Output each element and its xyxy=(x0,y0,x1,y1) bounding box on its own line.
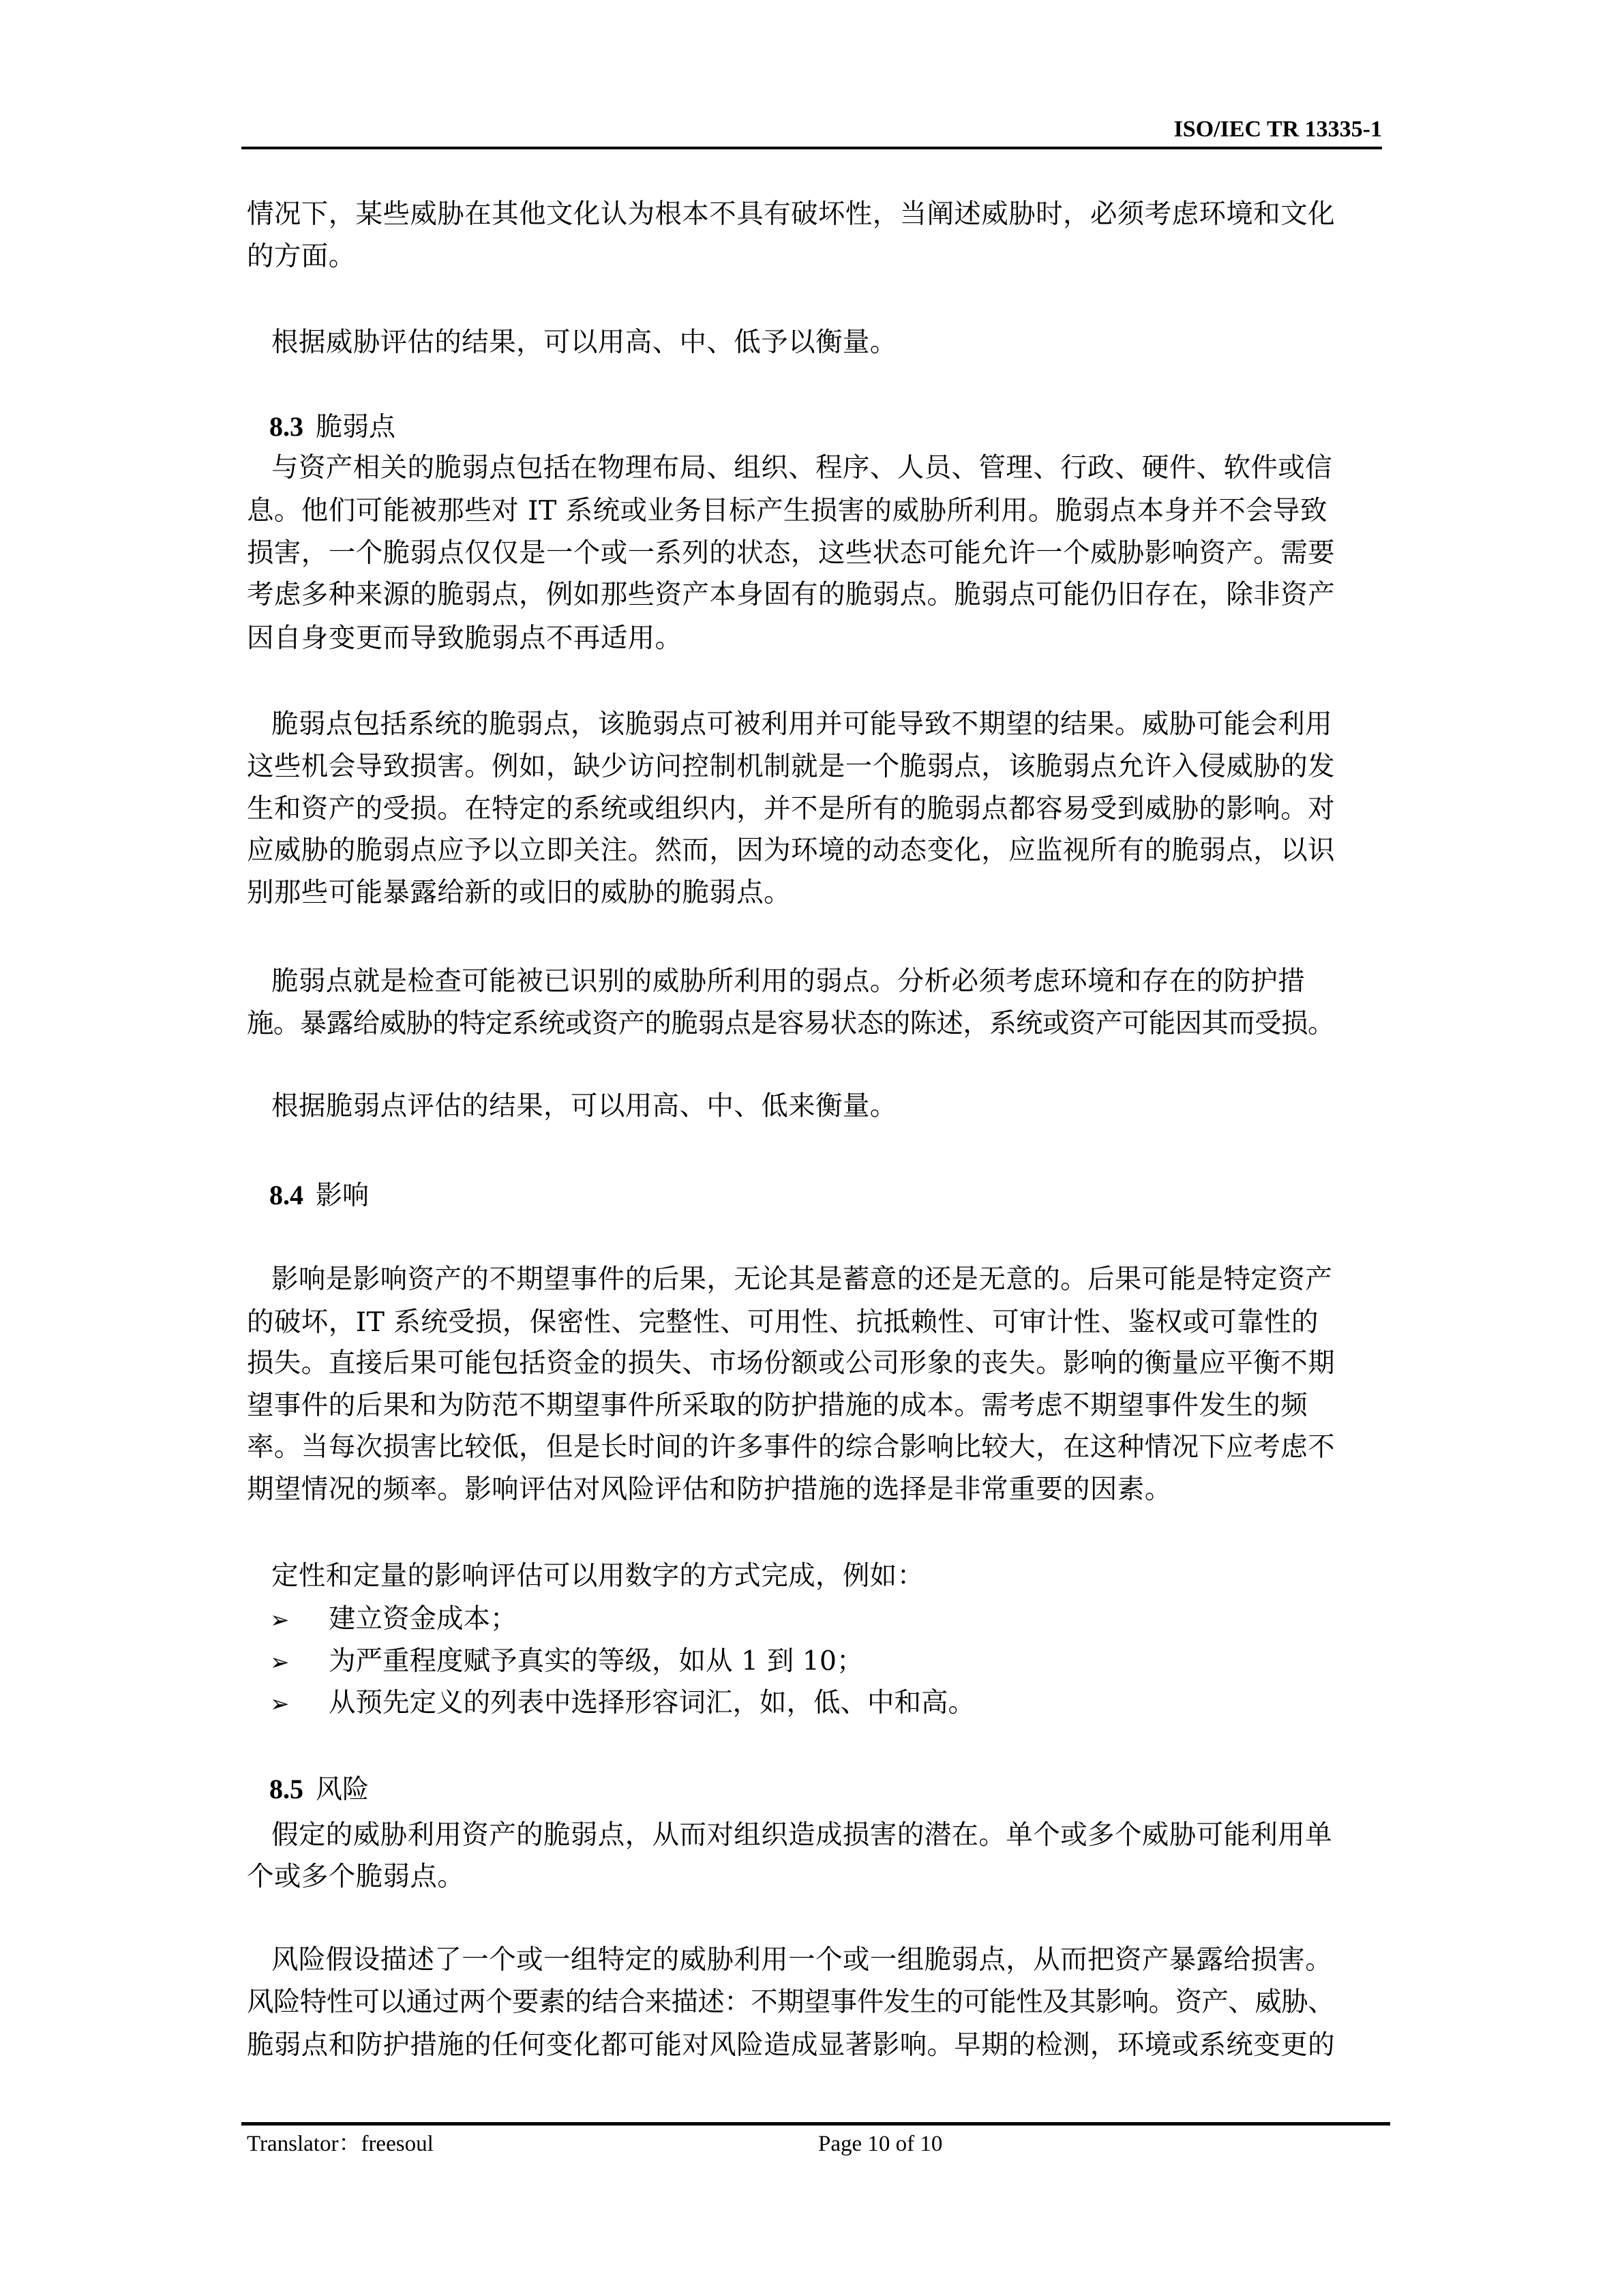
paragraph-line: 损失。直接后果可能包括资金的损失、市场份额或公司形象的丧失。影响的衡量应平衡不期 xyxy=(247,1347,1335,1379)
paragraph-line: 风险假设描述了一个或一组特定的威胁利用一个或一组脆弱点，从而把资产暴露给损害。 xyxy=(271,1944,1333,1976)
paragraph-line: 应威胁的脆弱点应予以立即关注。然而，因为环境的动态变化，应监视所有的脆弱点，以识 xyxy=(247,835,1335,866)
paragraph-line: 因自身变更而导致脆弱点不再适用。 xyxy=(247,623,682,654)
section-number: 8.3 xyxy=(269,411,303,442)
section-title: 风险 xyxy=(316,1774,370,1805)
footer-page-number: Page 10 of 10 xyxy=(818,2132,943,2156)
list-item-text: 为严重程度赋予真实的等级，如从 1 到 10； xyxy=(329,1645,864,1677)
arrow-bullet-icon: ➢ xyxy=(270,1690,290,1718)
threat-rating-sentence: 根据威胁评估的结果，可以用高、中、低予以衡量。 xyxy=(271,327,897,358)
paragraph-line: 率。当每次损害比较低，但是长时间的许多事件的综合影响比较大，在这种情况下应考虑不 xyxy=(247,1431,1335,1463)
section-heading-8-4 xyxy=(269,1179,369,1212)
paragraph-line: 的方面。 xyxy=(247,241,356,272)
vulnerability-rating-sentence: 根据脆弱点评估的结果，可以用高、中、低来衡量。 xyxy=(271,1090,897,1122)
section-number: 8.5 xyxy=(269,1774,303,1804)
paragraph-line: 脆弱点包括系统的脆弱点，该脆弱点可被利用并可能导致不期望的结果。威胁可能会利用 xyxy=(271,709,1333,740)
paragraph-line: 损害，一个脆弱点仅仅是一个或一系列的状态，这些状态可能允许一个威胁影响资产。需要 xyxy=(247,537,1335,569)
paragraph-line: 望事件的后果和为防范不期望事件所采取的防护措施的成本。需考虑不期望事件发生的频 xyxy=(247,1390,1308,1421)
paragraph-line: 个或多个脆弱点。 xyxy=(247,1861,465,1892)
paragraph-line: 息。他们可能被那些对 IT 系统或业务目标产生损害的威胁所利用。脆弱点本身并不会导致 xyxy=(247,495,1327,526)
list-item xyxy=(270,1686,975,1720)
paragraph-line: 与资产相关的脆弱点包括在物理布局、组织、程序、人员、管理、行政、硬件、软件或信 xyxy=(271,452,1333,483)
arrow-bullet-icon: ➢ xyxy=(270,1649,290,1676)
paragraph-line: 别那些可能暴露给新的或旧的威胁的脆弱点。 xyxy=(247,877,791,908)
paragraph-line: 施。暴露给威胁的特定系统或资产的脆弱点是容易状态的陈述，系统或资产可能因其而受损。 xyxy=(247,1008,1334,1039)
section-heading-8-5 xyxy=(269,1773,369,1806)
arrow-bullet-icon: ➢ xyxy=(270,1607,290,1634)
paragraph-line: 生和资产的受损。在特定的系统或组织内，并不是所有的脆弱点都容易受到威胁的影响。对 xyxy=(247,793,1335,824)
paragraph-line: 的破坏，IT 系统受损，保密性、完整性、可用性、抗抵赖性、可审计性、鉴权或可靠性的 xyxy=(247,1307,1319,1338)
paragraph-line: 期望情况的频率。影响评估对风险评估和防护措施的选择是非常重要的因素。 xyxy=(247,1474,1172,1505)
paragraph-line: 定性和定量的影响评估可以用数字的方式完成，例如： xyxy=(271,1560,925,1592)
header-rule xyxy=(241,147,1382,149)
list-item xyxy=(270,1602,517,1637)
list-item xyxy=(270,1645,864,1679)
paragraph-line: 风险特性可以通过两个要素的结合来描述：不期望事件发生的可能性及其影响。资产、威胁、 xyxy=(247,1986,1334,2018)
paragraph-line: 脆弱点和防护措施的任何变化都可能对风险造成显著影响。早期的检测，环境或系统变更的 xyxy=(247,2029,1335,2061)
section-title: 影响 xyxy=(316,1180,370,1211)
list-item-text: 建立资金成本； xyxy=(329,1603,517,1635)
header-document-id: ISO/IEC TR 13335-1 xyxy=(1173,117,1382,142)
footer-rule xyxy=(241,2122,1390,2126)
paragraph-line: 情况下，某些威胁在其他文化认为根本不具有破坏性，当阐述威胁时，必须考虑环境和文化 xyxy=(247,198,1335,230)
section-title: 脆弱点 xyxy=(316,412,396,443)
section-number: 8.4 xyxy=(269,1180,303,1210)
paragraph-line: 这些机会导致损害。例如，缺少访问控制机制就是一个脆弱点，该脆弱点允许入侵威胁的发 xyxy=(247,751,1335,782)
paragraph-line: 考虑多种来源的脆弱点，例如那些资产本身固有的脆弱点。脆弱点可能仍旧存在，除非资产 xyxy=(247,579,1335,610)
section-heading-8-3 xyxy=(269,411,395,444)
paragraph-line: 假定的威胁利用资产的脆弱点，从而对组织造成损害的潜在。单个或多个威胁可能利用单 xyxy=(271,1819,1333,1851)
paragraph-line: 脆弱点就是检查可能被已识别的威胁所利用的弱点。分析必须考虑环境和存在的防护措 xyxy=(271,966,1306,997)
paragraph-line: 影响是影响资产的不期望事件的后果，无论其是蓄意的还是无意的。后果可能是特定资产 xyxy=(271,1264,1333,1295)
list-item-text: 从预先定义的列表中选择形容词汇，如，低、中和高。 xyxy=(329,1687,975,1718)
footer-translator: Translator：freesoul xyxy=(247,2132,434,2156)
